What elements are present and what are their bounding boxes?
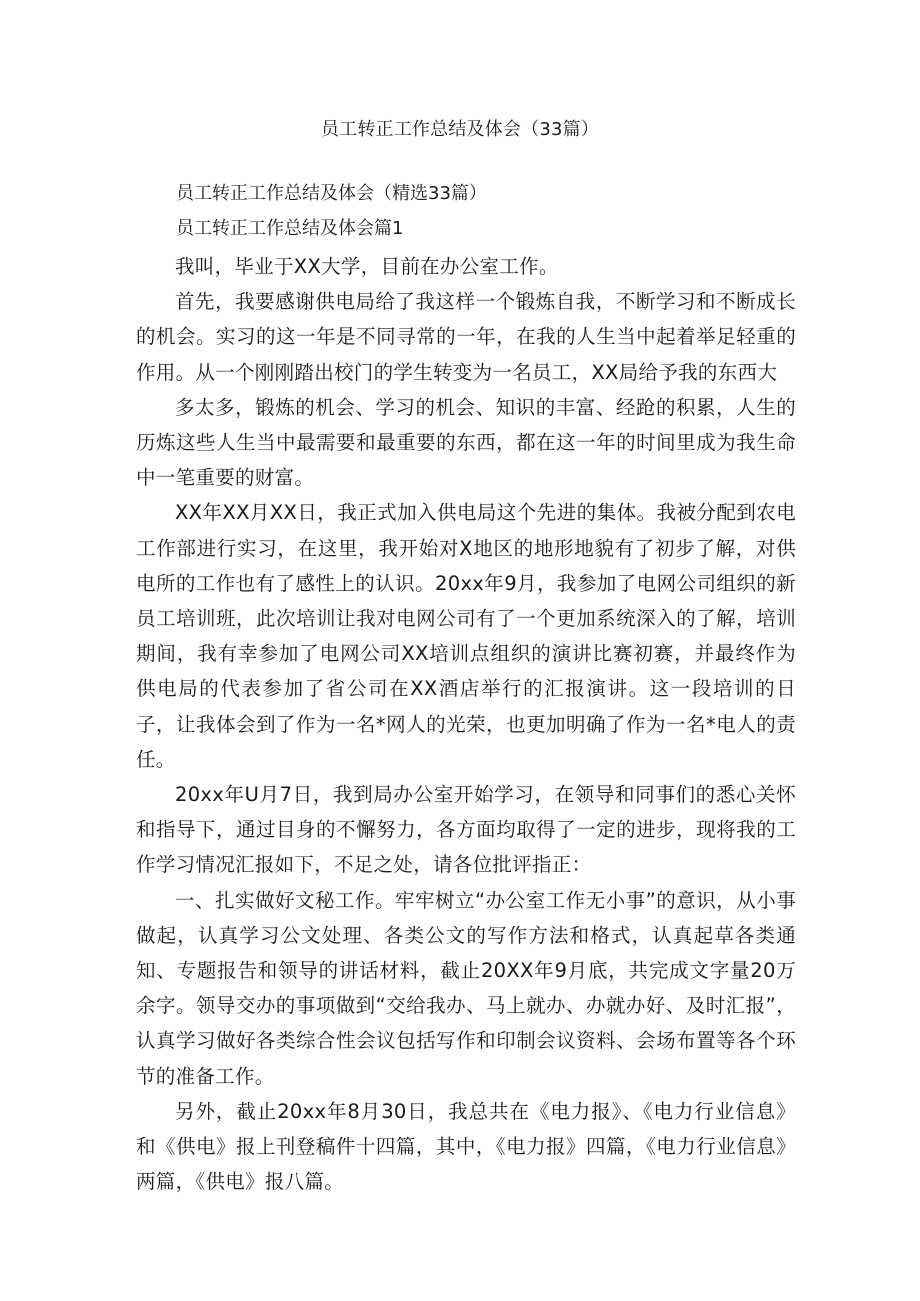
paragraph-office-study: 20xx年U月7日，我到局办公室开始学习，在领导和同事们的悉心关怀和指导下，通过目身的不懈努力，各方面均取得了一定的进步，现将我的工作学习情况汇报如下，不足之处，请各位批评指正：: [136, 783, 796, 877]
paragraph-thanks: 首先，我要感谢供电局给了我这样一个锻炼自我，不断学习和不断成长的机会。实习的这一年是不同寻常的一年，在我的人生当中起着举足轻重的作用。从一个刚刚踏出校门的学生转变为一名员工，XX局给予我的东西大: [136, 290, 796, 384]
paragraph-joining: XX年XX月XX日，我正式加入供电局这个先进的集体。我被分配到农电工作部进行实习，在这里，我开始对X地区的地形地貌有了初步了解，对供电所的工作也有了感性上的认识。20xx年9月，我参加了电网公司组织的新员工培训班，此次培训让我对电网公司有了一个更加系统深入的了解，培训期间，我有幸参加了电网公司XX培训点组织的演讲比赛初赛，并最终作为供电局的代表参加了省公司在XX酒店举行的汇报演讲。这一段培训的日子，让我体会到了作为一名*网人的光荣，也更加明确了作为一名*电人的责任。: [136, 501, 796, 771]
document-body: [136, 249, 796, 1199]
document-subtitle: 员工转正工作总结及体会（精选33篇）: [176, 183, 487, 204]
document-title: 员工转正工作总结及体会（33篇）: [320, 119, 600, 140]
paragraph-publications: 另外，截止20xx年8月30日，我总共在《电力报》、《电力行业信息》和《供电》报上刊登稿件十四篇，其中，《电力报》四篇，《电力行业信息》两篇，《供电》报八篇。: [136, 1099, 796, 1194]
paragraph-opportunities: 多太多，锻炼的机会、学习的机会、知识的丰富、经跄的积累，人生的历炼这些人生当中最需要和最重要的东西，都在这一年的时间里成为我生命中一笔重要的财富。: [136, 395, 796, 490]
paragraph-secretarial-work: 一、扎实做好文秘工作。牢牢树立“办公室工作无小事”的意识，从小事做起，认真学习公文处理、各类公文的写作方法和格式，认真起草各类通知、专题报告和领导的讲话材料，截止20XX年9月底，共完成文字量20万余字。领导交办的事项做到“交给我办、马上就办、办就办好、及时汇报”，认真学习做好各类综合性会议包括写作和印制会议资料、会场布置等各个环节的准备工作。: [136, 888, 796, 1088]
section-heading: 员工转正工作总结及体会篇1: [176, 218, 404, 239]
paragraph-intro: 我叫，毕业于XX大学，目前在办公室工作。: [175, 255, 559, 278]
